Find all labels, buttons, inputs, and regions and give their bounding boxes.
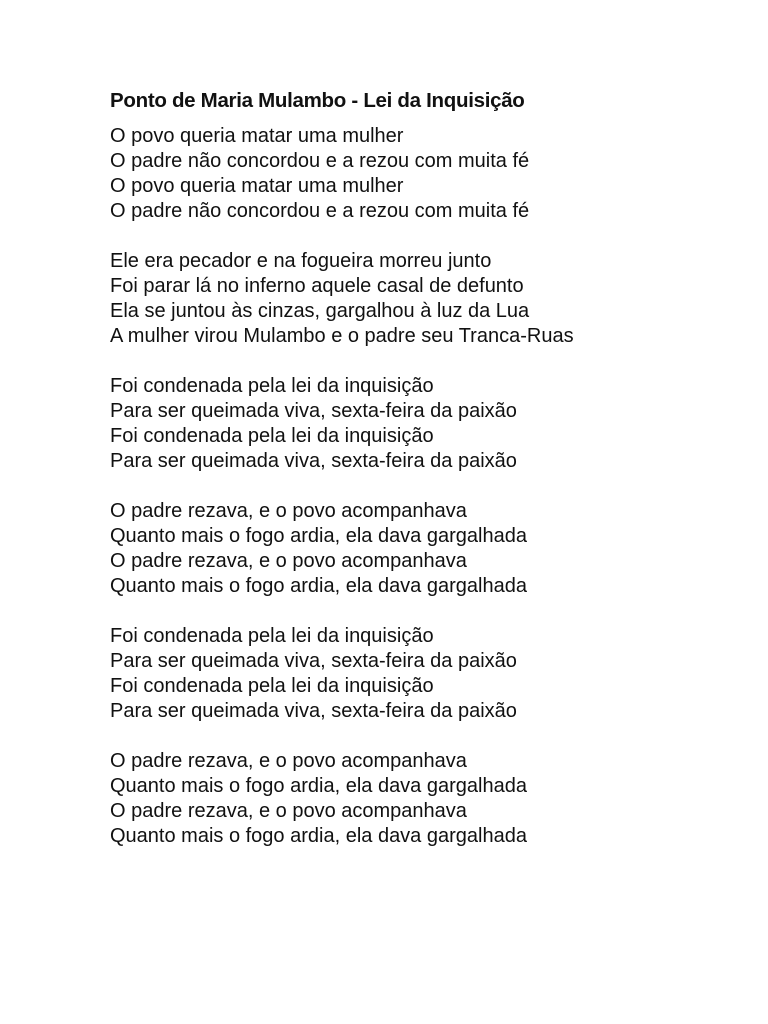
document-page [110,86,750,874]
lyric-line: O padre não concordou e a rezou com muita fé [110,150,530,172]
lyric-line: Ela se juntou às cinzas, gargalhou à luz da Lua [110,300,530,322]
lyric-line: Para ser queimada viva, sexta-feira da paixão [110,700,517,722]
lyric-line: Para ser queimada viva, sexta-feira da paixão [110,650,517,672]
lyric-line: Foi parar lá no inferno aquele casal de defunto [110,275,524,297]
lyric-line: O povo queria matar uma mulher [110,125,404,147]
lyric-line: O padre rezava, e o povo acompanhava [110,750,467,772]
lyric-line: Foi condenada pela lei da inquisição [110,375,434,397]
lyric-line: A mulher virou Mulambo e o padre seu Tranca-Ruas [110,325,574,347]
lyric-line: Foi condenada pela lei da inquisição [110,625,434,647]
lyric-line: Quanto mais o fogo ardia, ela dava gargalhada [110,775,527,797]
stanza-1 [110,124,750,224]
lyric-line: O padre rezava, e o povo acompanhava [110,500,467,522]
stanza-2 [110,249,750,349]
lyric-line: Para ser queimada viva, sexta-feira da paixão [110,400,517,422]
lyric-line: Foi condenada pela lei da inquisição [110,675,434,697]
stanza-6 [110,749,750,849]
lyric-line: Quanto mais o fogo ardia, ela dava gargalhada [110,525,527,547]
stanza-3 [110,374,750,474]
lyric-line: Foi condenada pela lei da inquisição [110,425,434,447]
lyric-line: O padre não concordou e a rezou com muita fé [110,200,530,222]
page-title: Ponto de Maria Mulambo - Lei da Inquisição [110,89,525,112]
lyric-line: Quanto mais o fogo ardia, ela dava gargalhada [110,825,527,847]
lyric-line: Quanto mais o fogo ardia, ela dava gargalhada [110,575,527,597]
stanza-5 [110,624,750,724]
lyric-line: Para ser queimada viva, sexta-feira da paixão [110,450,517,472]
lyric-line: O padre rezava, e o povo acompanhava [110,550,467,572]
lyric-line: O padre rezava, e o povo acompanhava [110,800,467,822]
lyric-line: Ele era pecador e na fogueira morreu junto [110,250,492,272]
lyric-line: O povo queria matar uma mulher [110,175,404,197]
stanza-4 [110,499,750,599]
